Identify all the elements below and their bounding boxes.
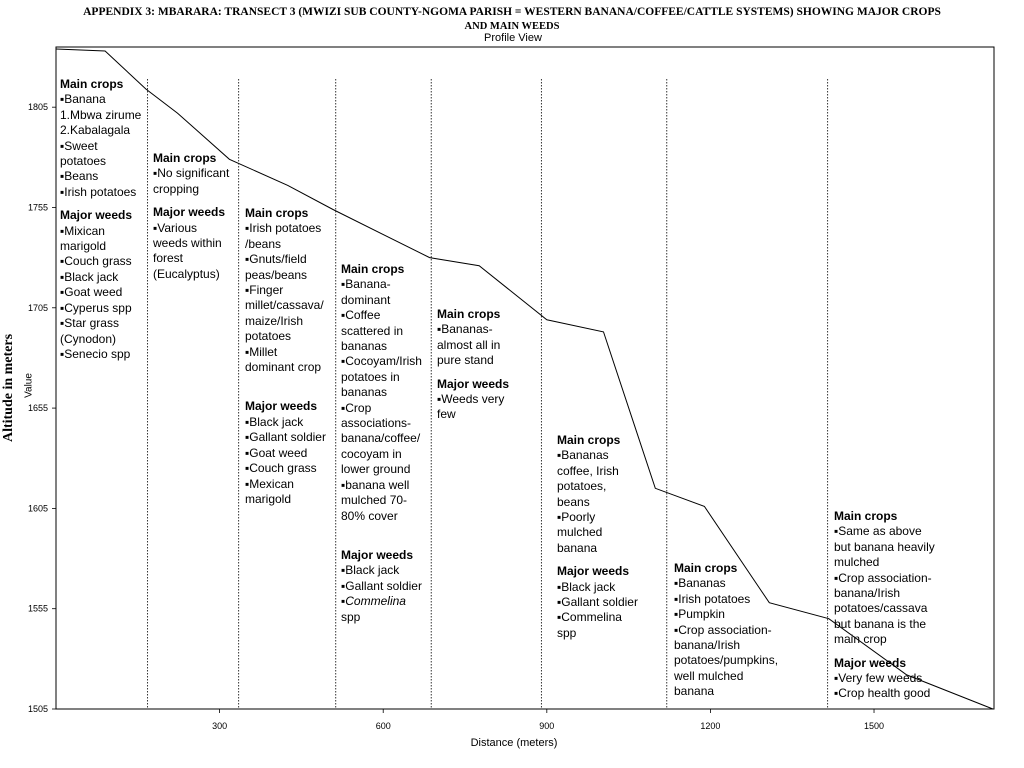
zone-item: ▪Black jack [557, 579, 616, 594]
x-axis-title: Distance (meters) [470, 737, 558, 749]
zone-item: ▪Bananas- [437, 322, 493, 337]
zone-heading: Major weeds [341, 547, 414, 562]
zone-item: ▪Banana [60, 92, 106, 107]
chart-title: Profile View [484, 32, 542, 44]
zone-item: ▪Same as above [834, 524, 922, 539]
zone-item: millet/cassava/ [245, 298, 324, 313]
zone-item: banana/coffee/ [341, 431, 421, 446]
zone-item: cropping [153, 181, 200, 196]
zone-item: ▪Gnuts/field [245, 252, 307, 267]
zone-item: main crop [834, 632, 887, 647]
zone-item: ▪Various [153, 220, 198, 235]
zone-item: ▪Bananas [674, 576, 726, 591]
zone-item: bananas [341, 385, 388, 400]
spacer [834, 648, 964, 656]
zone-item: spp [557, 625, 577, 640]
x-tick-label: 600 [375, 721, 391, 731]
zone-item: ▪Coffee [341, 308, 381, 323]
spacer [341, 540, 433, 548]
y-tick-label: 1705 [27, 302, 48, 313]
zone-item: mulched [557, 525, 603, 540]
spacer [341, 532, 433, 540]
zone-item: ▪Black jack [60, 269, 119, 284]
zone-item: mulched [834, 555, 880, 570]
y-tick-label: 1755 [27, 202, 48, 213]
zone-item: lower ground [341, 462, 411, 477]
y-tick-label: 1505 [27, 704, 48, 714]
zone-item: potatoes in [341, 369, 400, 384]
zone-heading: Main crops [60, 77, 124, 91]
y-tick-label: 1555 [27, 603, 48, 614]
zone-item: ▪Very few weeds [834, 671, 923, 686]
zone-item: ▪Star grass [60, 316, 119, 331]
zone-heading: Main crops [674, 561, 738, 575]
spacer [245, 375, 335, 383]
zone-item: almost all in [437, 337, 501, 352]
zone-item: maize/Irish [245, 313, 304, 328]
zone-item: mulched 70- [341, 493, 408, 508]
zone-item: ▪Couch grass [60, 254, 132, 269]
zone-item: 80% cover [341, 508, 398, 523]
zone-heading: Main crops [153, 151, 217, 165]
zone-item: marigold [245, 491, 292, 506]
zone-item: ▪Commelina [557, 610, 622, 625]
zone-7-notes [674, 561, 798, 700]
zone-item: ▪Black jack [245, 414, 304, 429]
zone-item: spp [341, 609, 361, 624]
zone-item: ▪Goat weed [245, 445, 308, 460]
zone-4-notes [341, 262, 433, 625]
zone-item: peas/beans [245, 267, 308, 282]
zone-heading: Major weeds [245, 399, 318, 414]
zone-item: ▪Black jack [341, 563, 400, 578]
zone-heading: Major weeds [437, 376, 510, 391]
zone-item: ▪Senecio spp [60, 346, 131, 361]
y-axis-subtitle: Value [23, 373, 35, 398]
zone-item: (Eucalyptus) [153, 266, 220, 281]
spacer [245, 383, 335, 391]
zone-item: scattered in [341, 323, 404, 338]
zone-item: potatoes, [557, 479, 607, 494]
zone-heading: Main crops [245, 206, 309, 220]
zone-item: ▪Cyperus spp [60, 300, 132, 315]
zone-item: ▪Mixican [60, 223, 105, 238]
zone-heading: Major weeds [60, 208, 133, 223]
zone-item: dominant crop [245, 360, 322, 375]
zone-item: ▪No significant [153, 166, 230, 181]
zone-item: well mulched [674, 668, 744, 683]
y-axis-title: Altitude in meters [1, 333, 16, 443]
zone-item: ▪Gallant soldier [245, 430, 326, 445]
zone-item: ▪Crop [341, 400, 372, 415]
zone-item: ▪Crop association- [834, 570, 932, 585]
y-tick-label: 1805 [27, 102, 48, 113]
zone-heading: Main crops [557, 433, 621, 447]
zone-item: banana [674, 684, 715, 699]
zone-1-notes [60, 77, 152, 362]
zone-item: pure stand [437, 353, 494, 368]
zone-item: 1.Mbwa zirume [60, 107, 142, 122]
zone-2-notes [153, 151, 239, 282]
zone-heading: Main crops [834, 509, 898, 523]
x-tick-label: 300 [212, 721, 228, 731]
zone-item: banana/Irish [674, 638, 741, 653]
zone-item: ▪Crop association- [674, 622, 772, 637]
zone-heading: Major weeds [834, 655, 907, 670]
zone-item: banana/Irish [834, 586, 901, 601]
zone-item: ▪Cocoyam/Irish [341, 354, 422, 369]
zone-item: dominant [341, 292, 391, 307]
spacer [60, 200, 152, 208]
y-tick-label: 1605 [27, 503, 48, 514]
page-title-line2: AND MAIN WEEDS [464, 21, 560, 32]
zone-item: ▪Banana- [341, 277, 391, 292]
zone-item: ▪Crop health good [834, 686, 931, 701]
x-tick-label: 900 [539, 721, 555, 731]
zone-item: ▪Commelina [341, 594, 406, 609]
zone-item: ▪Couch grass [245, 461, 317, 476]
zone-item: ▪Poorly [557, 510, 596, 525]
zone-item: few [437, 407, 456, 422]
spacer [341, 524, 433, 532]
zone-item: ▪Irish potatoes [245, 221, 322, 236]
zone-item: cocoyam in [341, 446, 402, 461]
zone-item: beans [557, 494, 590, 509]
zone-item: ▪Beans [60, 169, 99, 184]
zone-item: ▪Irish potatoes [674, 591, 751, 606]
zone-heading: Main crops [437, 307, 501, 321]
zone-5-notes [437, 307, 527, 423]
zone-item: but banana heavily [834, 539, 935, 554]
zone-item: potatoes [245, 329, 292, 344]
zone-item: /beans [245, 236, 282, 251]
x-axis-ticks [212, 709, 884, 731]
zone-item: 2.Kabalagala [60, 123, 131, 138]
spacer [557, 556, 649, 564]
zone-item: but banana is the [834, 616, 927, 631]
y-tick-label: 1655 [27, 403, 48, 414]
x-tick-label: 1500 [864, 721, 885, 731]
zone-item: ▪Irish potatoes [60, 184, 137, 199]
spacer [245, 391, 335, 399]
zone-item: ▪Finger [245, 283, 284, 298]
zone-item: ▪Sweet [60, 138, 98, 153]
zone-item: potatoes/cassava [834, 601, 928, 616]
zone-item: ▪Bananas [557, 448, 609, 463]
zone-heading: Major weeds [153, 205, 226, 220]
spacer [153, 197, 239, 205]
zone-item: ▪Pumpkin [674, 607, 725, 622]
zone-item: ▪banana well [341, 477, 410, 492]
zone-item: banana [557, 540, 598, 555]
page-title: APPENDIX 3: MBARARA: TRANSECT 3 (MWIZI SUB COUNTY-NGOMA PARISH = WESTERN BANANA/COFFEE/CATTLE SYSTEMS) SHOWING MAJOR CROPS [83, 6, 941, 18]
zone-item: ▪Weeds very [437, 392, 505, 407]
zone-item: bananas [341, 339, 388, 354]
zone-item: associations- [341, 416, 412, 431]
zone-item: forest [153, 251, 184, 266]
zone-item: coffee, Irish [557, 463, 619, 478]
zone-item: ▪Mexican [245, 476, 294, 491]
zone-item: potatoes [60, 154, 107, 169]
zone-heading: Major weeds [557, 564, 630, 579]
zone-heading: Main crops [341, 262, 405, 276]
zone-item: (Cynodon) [60, 331, 117, 346]
zone-item: potatoes/pumpkins, [674, 653, 779, 668]
zone-item: ▪Millet [245, 344, 278, 359]
zone-item: ▪Gallant soldier [557, 595, 638, 610]
zone-item: marigold [60, 239, 107, 254]
zone-3-notes [245, 206, 335, 507]
zone-6-notes [557, 433, 649, 641]
spacer [437, 369, 527, 377]
zone-item: weeds within [153, 236, 222, 251]
zone-item: ▪Goat weed [60, 285, 123, 300]
zone-item: ▪Gallant soldier [341, 578, 422, 593]
species-name: Commelina [345, 594, 406, 609]
x-tick-label: 1200 [700, 721, 721, 731]
zone-8-notes [834, 509, 964, 702]
